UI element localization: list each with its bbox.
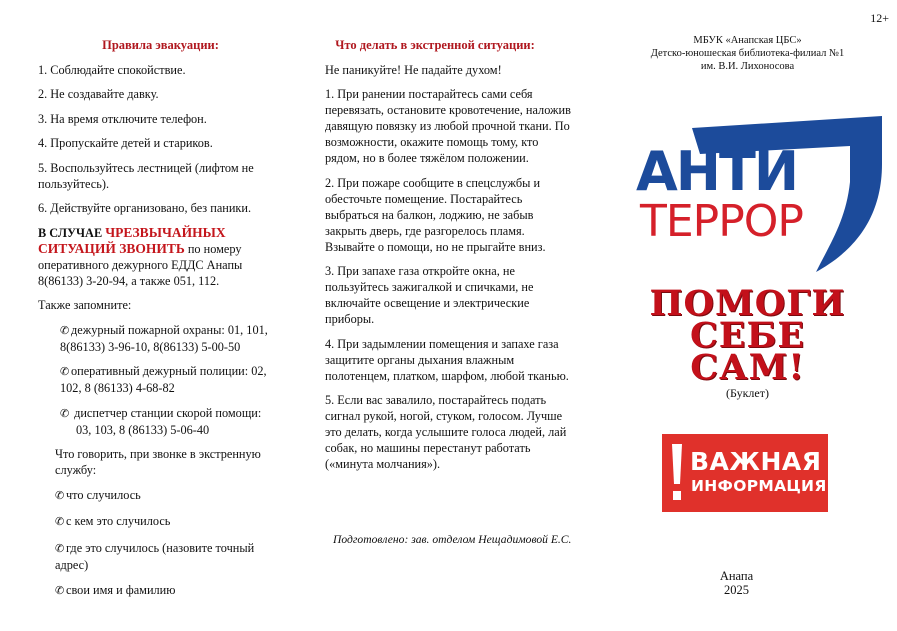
cover-panel: [615, 34, 880, 631]
evacuation-title: Правила эвакуации:: [102, 38, 219, 52]
emergency-intro: Не паникуйте! Не падайте духом!: [325, 62, 502, 77]
phone-icon: ✆: [55, 542, 65, 555]
evacuation-rule: 2. Не создавайте давку.: [38, 87, 159, 101]
emergency-item: 4. При задымлении помещения и запахе газа защитите органы дыхания влажным полотенцем, платком, шарфом, любой тканью.: [325, 336, 569, 383]
emergency-item: 2. При пожаре сообщите в спецслужбы и обесточьте помещение. Постарайтесь выбраться на балкон, лоджию, не забыв закрыть дверь, где разгорелось пламя. Взывайте о помощи, но не прыгайте вниз.: [325, 175, 546, 254]
phone-icon: ✆: [60, 324, 70, 337]
emergency-item: 1. При ранении постарайтесь сами себя перевязать, остановите кровотечение, наложив давящую повязку из любой прочной ткани. По возможности, окажите помощь тому, кто рядом, но в более тяжёлом положении.: [325, 87, 571, 165]
say-item: ✆ что случилось: [55, 487, 141, 502]
city-year: Анапа 2025: [719, 569, 754, 597]
remember-label: Также запомните:: [38, 298, 132, 312]
phone-icon: ✆: [55, 489, 65, 502]
say-item: ✆ где это случилось (назовите точный адрес): [55, 540, 255, 572]
phone-item: ✆ диспетчер станции скорой помощи:: [60, 405, 262, 420]
phone-icon: ✆: [60, 407, 70, 420]
emergency-item: 3. При запахе газа откройте окна, не пользуйтесь зажигалкой и спичками, не включайте освещение и электрические приборы.: [325, 264, 534, 326]
exclamation-icon: [670, 440, 684, 506]
phone-item: ✆ оперативный дежурный полиции: 02, 102, 8 (86133) 4-68-82: [60, 364, 267, 395]
logo-word-terror: ТЕРРОР: [640, 196, 803, 247]
prepared-by: Подготовлено: зав. отделом Нещадимовой Е.С.: [333, 533, 572, 546]
emergency-highlight: ЧРЕЗВЫЧАЙНЫХ СИТУАЦИЙ ЗВОНИТЬ: [38, 224, 226, 256]
help-yourself-title: ПОМОГИ СЕБЕ САМ!: [649, 283, 846, 388]
emergency-number-text: по номеру оперативного дежурного ЕДДС Анапы 8(86133) 3-20-94, а также 051, 112.: [38, 241, 243, 288]
evacuation-rule: 6. Действуйте организовано, без паники.: [38, 201, 252, 215]
what-to-say-label: Что говорить, при звонке в экстренную службу:: [55, 447, 261, 477]
organization-name: МБУК «Анапская ЦБС» Детско-юношеская библиотека-филиал №1 им. В.И. Лихоносова: [650, 35, 845, 72]
evacuation-rule: 5. Воспользуйтесь лестницей (лифтом не пользуйтесь).: [38, 160, 254, 191]
anti-terror-logo: [630, 116, 882, 276]
important-info-badge: [662, 434, 828, 512]
booklet-label: (Буклет): [726, 386, 769, 400]
evacuation-rule: 4. Пропускайте детей и стариков.: [38, 136, 213, 150]
phone-icon: ✆: [55, 516, 65, 528]
evacuation-rule: 3. На время отключите телефон.: [38, 111, 207, 126]
phone-item-continued: 03, 103, 8 (86133) 5-06-40: [76, 422, 210, 437]
emergency-call-paragraph: [38, 225, 283, 289]
phone-icon: ✆: [55, 585, 65, 597]
age-rating: 12+: [870, 11, 889, 25]
say-item: ✆ свои имя и фамилию: [55, 583, 176, 597]
logo-word-anti: АНТИ: [636, 140, 798, 203]
emergency-title: Что делать в экстренной ситуации:: [335, 38, 535, 52]
evacuation-rule: 1. Соблюдайте спокойствие.: [38, 62, 186, 77]
phone-item: ✆ дежурный пожарной охраны: 01, 101, 8(86133) 3-96-10, 8(86133) 5-00-50: [60, 322, 268, 354]
badge-line-2: ИНФОРМАЦИЯ: [691, 477, 827, 495]
emergency-lead: В СЛУЧАЕ: [38, 225, 103, 240]
emergency-item: 5. Если вас завалило, постарайтесь подать сигнал рукой, ногой, стуком, голосом. Лучше это делать, когда услышите голоса людей, лай собак, но машины перестанут работать («минута молчания»).: [325, 393, 567, 471]
phone-icon: ✆: [60, 366, 70, 378]
badge-line-1: ВАЖНАЯ: [690, 447, 822, 476]
say-item: ✆ с кем это случилось: [55, 514, 171, 528]
evacuation-panel: [38, 37, 283, 608]
emergency-panel: [325, 37, 575, 481]
